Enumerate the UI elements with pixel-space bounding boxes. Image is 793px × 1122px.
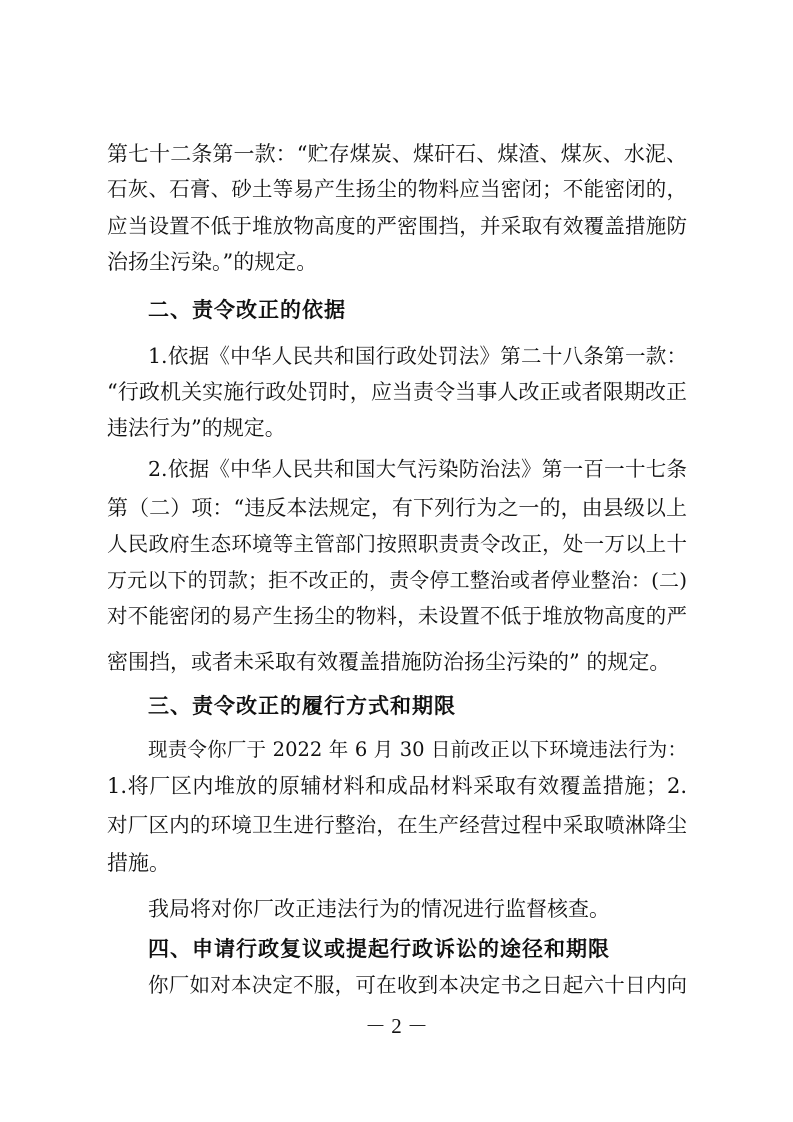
body-line: 你厂如对本决定不服，可在收到本决定书之日起六十日内向 (148, 973, 687, 997)
body-line: “行政机关实施行政处罚时，应当责令当事人改正或者限期改正 (107, 380, 687, 404)
body-line: 违法行为”的规定。 (107, 416, 286, 440)
body-line: 2.依据《中华人民共和国大气污染防治法》第一百一十七条 (148, 457, 687, 481)
body-line: 密围挡，或者未采取有效覆盖措施防治扬尘污染的” 的规定。 (107, 650, 671, 674)
body-line: 1.依据《中华人民共和国行政处罚法》第二十八条第一款： (148, 344, 687, 368)
body-line: 1.将厂区内堆放的原辅材料和成品材料采取有效覆盖措施；2. (107, 774, 687, 798)
body-line: 第（二）项：“违反本法规定，有下列行为之一的，由县级以上 (107, 496, 687, 520)
body-line: 人民政府生态环境等主管部门按照职责责令改正，处一万以上十 (107, 532, 687, 556)
body-line: 第七十二条第一款：“贮存煤炭、煤矸石、煤渣、煤灰、水泥、 (107, 142, 687, 166)
body-line: 我局将对你厂改正违法行为的情况进行监督核查。 (148, 897, 610, 921)
body-line: 石灰、石膏、砂土等易产生扬尘的物料应当密闭；不能密闭的， (107, 177, 687, 201)
body-line: 万元以下的罚款；拒不改正的，责令停工整治或者停业整治：(二) (107, 568, 687, 592)
page-number: － 2 － (365, 1014, 428, 1038)
body-line: 对厂区内的环境卫生进行整治，在生产经营过程中采取喷淋降尘 (107, 813, 687, 837)
body-line: 治扬尘污染。”的规定。 (107, 250, 318, 274)
section-heading: 四、申请行政复议或提起行政诉讼的途径和期限 (148, 937, 610, 961)
body-line: 措施。 (107, 851, 170, 875)
body-line: 对不能密闭的易产生扬尘的物料，未设置不低于堆放物高度的严 (107, 604, 687, 628)
section-heading: 二、责令改正的依据 (148, 298, 346, 322)
body-line: 现责令你厂于 2022 年 6 月 30 日前改正以下环境违法行为： (148, 738, 687, 761)
section-heading: 三、责令改正的履行方式和期限 (148, 694, 456, 718)
body-line: 应当设置不低于堆放物高度的严密围挡，并采取有效覆盖措施防 (107, 214, 687, 238)
